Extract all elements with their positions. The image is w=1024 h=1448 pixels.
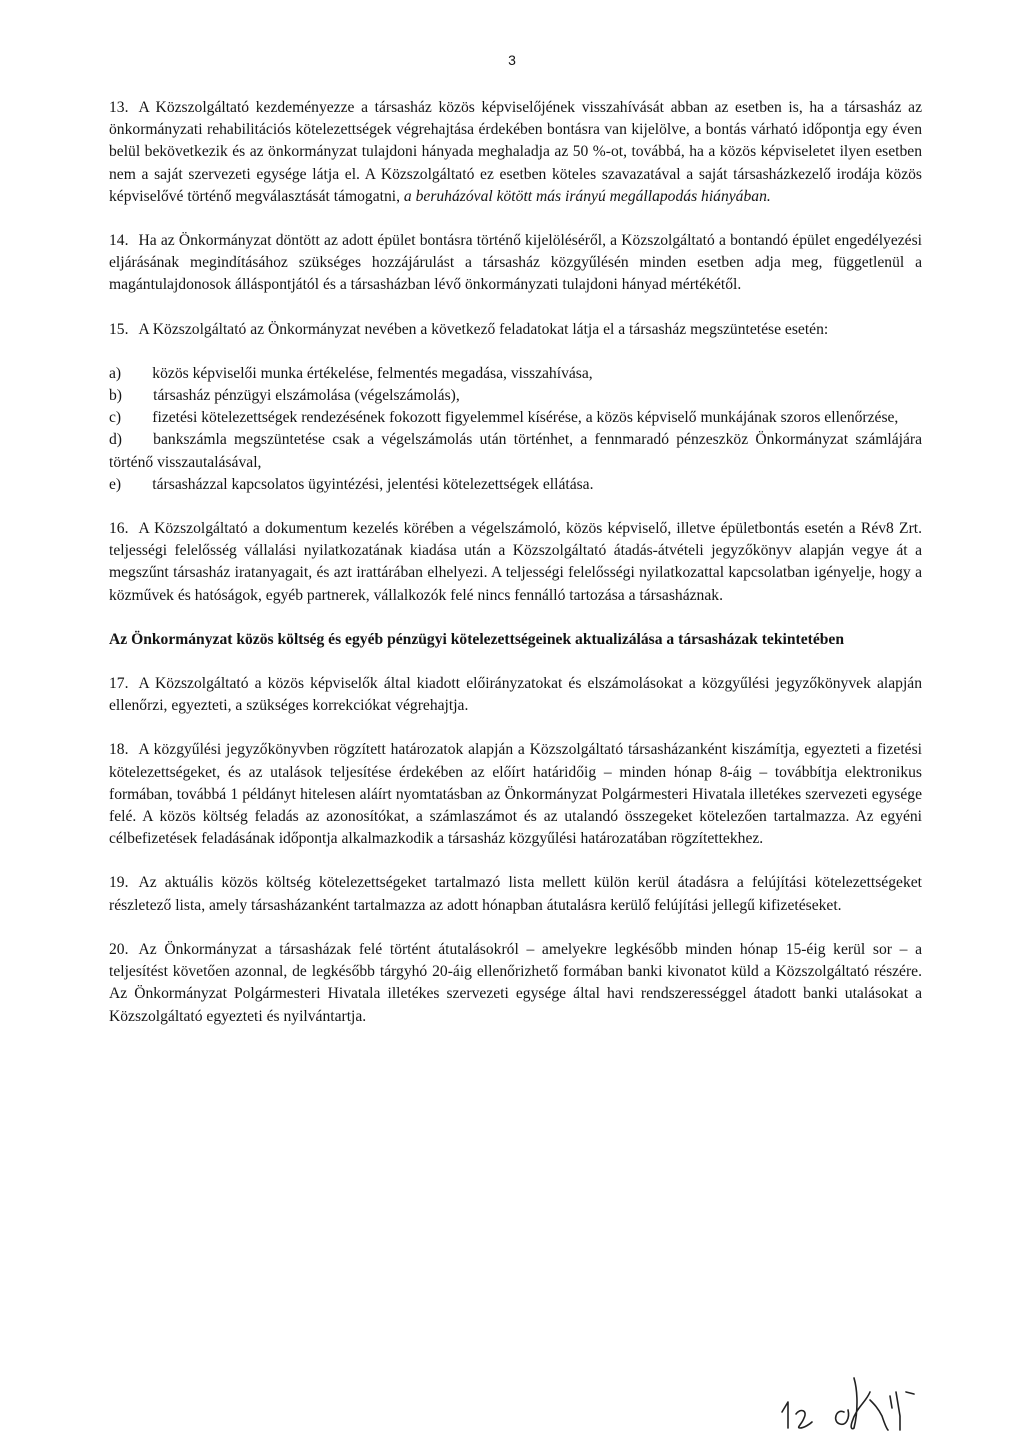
- list-item-text: a) közös képviselői munka értékelése, felmentés megadása, visszahívása,: [109, 364, 593, 382]
- list-item-text: e) társasházzal kapcsolatos ügyintézési, jelentési kötelezettségek ellátása.: [109, 475, 594, 493]
- task-list: [109, 363, 922, 496]
- list-item-text: c) fizetési kötelezettségek rendezésének fokozott figyelemmel kísérése, a közös képviselő munkájának szoros ellenőrzése,: [109, 409, 899, 427]
- list-item-b: [109, 385, 922, 407]
- paragraph-text: A közgyűlési jegyzőkönyvben rögzített határozatok alapján a Közszolgáltató társasházanként kiszámítja, egyezteti a fizetési kötelezettségeket, és az utalások teljesítése érdekében az előírt határidőig – minden hónap 8-áig – továbbítja elektronikus formában, továbbá 1 példányt hitelesen aláírt nyomtatásban az Önkormányzat Polgármesteri Hivatala illetékes szervezeti egysége felé. A közös költség feladás az azonosítókat, a számlaszámot és az utalandó összegeket kötelezően tartalmazza. Az egyéni célbefizetések feladásának időpontja alkalmazkodik a társasház közgyűlési határozatában rögzítettekhez.: [109, 741, 922, 848]
- paragraph-number: 20.: [109, 940, 129, 958]
- paragraph-text: Az aktuális közös költség kötelezettségeket tartalmazó lista mellett külön kerül átadásra a felújítási kötelezettségeket részletező lista, amely társasházanként tartalmazza az adott hónapban átutalásra kerülő felújítási jellegű kifizetéseket.: [109, 874, 922, 914]
- paragraph-text: Az Önkormányzat a társasházak felé történt átutalásokról – amelyekre legkésőbb minden hónap 15-éig kerül sor – a teljesítést követően azonnal, de legkésőbb tárgyhó 20-áig ellenőrizhető formában banki kivonatot küld a Közszolgáltató részére. Az Önkormányzat Polgármesteri Hivatala illetékes szervezeti egysége által havi rendszerességgel átadott banki utalásokat a Közszolgáltató egyezteti és nyilvántartja.: [109, 940, 922, 1025]
- list-item-text: d) bankszámla megszüntetése csak a végelszámolás után történhet, a fennmaradó pénzeszköz Önkormányzat számlájára történő visszautalásával,: [109, 431, 922, 471]
- paragraph-number: 17.: [109, 675, 129, 693]
- paragraph-text: A Közszolgáltató kezdeményezze a társasház közös képviselőjének visszahívását abban az esetben is, ha a társasház az önkormányzati rehabilitációs kötelezettségek végrehajtása érdekében bontásra van kijelölve, a bontás várható időpontja egy éven belül bekövetkezik és az önkormányzat tulajdoni hányada meghaladja az 50 %-ot, továbbá, ha a közös képviseletet ilyen esetben nem a saját szervezeti egysége látja el. A Közszolgáltató ez esetben köteles szavazatával a saját társasházkezelő irodája közös képviselővé történő megválasztását támogatni,: [109, 99, 922, 205]
- handwritten-signature: [774, 1372, 964, 1432]
- paragraph-text: A Közszolgáltató a dokumentum kezelés körében a végelszámoló, közös képviselő, illetve épületbontás esetén a Rév8 Zrt. teljességi felelősség vállalási nyilatkozatának kiadása után a Közszolgáltató átadás-átvételi jegyzőkönyv alapján vegye át a megszűnt társasház iratanyagait, és azt irattárában elhelyezi. A teljességi felelősségi nyilatkozattal kapcsolatban igényelje, hogy a közművek és hatóságok, egyéb partnerek, vállalkozók felé nincs fennálló tartozása a társasháznak.: [109, 520, 922, 604]
- paragraph-14: [109, 230, 922, 297]
- paragraph-text: A Közszolgáltató a közös képviselők által kiadott előirányzatokat és elszámolásokat a közgyűlési jegyzőkönyvek alapján ellenőrzi, egyezteti, a szükséges korrekciókat végrehajtja.: [109, 675, 922, 715]
- list-item-a: [109, 363, 922, 385]
- paragraph-text: Ha az Önkormányzat döntött az adott épület bontásra történő kijelöléséről, a Közszolgáltató a bontandó épület engedélyezési eljárásának megindításához szükséges hozzájárulást a társasház közgyűlésén minden esetben adja meg, függetlenül a magántulajdonosok álláspontjától és a társasházban lévő önkormányzati tulajdoni hányad mértékétől.: [109, 232, 922, 294]
- list-item-text: b) társasház pénzügyi elszámolása (végelszámolás),: [109, 387, 460, 405]
- paragraph-15: [109, 319, 922, 341]
- list-item-e: [109, 474, 922, 496]
- paragraph-number: 13.: [109, 99, 129, 116]
- section-heading: Az Önkormányzat közös költség és egyéb pénzügyi kötelezettségeinek aktualizálása a társasházak tekintetében: [109, 630, 845, 648]
- document-body: [109, 97, 922, 1050]
- paragraph-13: [109, 97, 922, 208]
- paragraph-number: 14.: [109, 232, 129, 250]
- paragraph-16: [109, 518, 922, 607]
- paragraph-text: A Közszolgáltató az Önkormányzat nevében a következő feladatokat látja el a társasház megszüntetése esetén:: [138, 320, 829, 338]
- paragraph-number: 19.: [109, 874, 129, 892]
- paragraph-20: [109, 939, 922, 1028]
- page-number: 3: [508, 52, 516, 68]
- paragraph-number: 18.: [109, 741, 129, 759]
- paragraph-number: 16.: [109, 520, 129, 538]
- paragraph-19: [109, 872, 922, 916]
- paragraph-18: [109, 739, 922, 850]
- signature-drawing: [774, 1372, 964, 1432]
- paragraph-number: 15.: [109, 320, 129, 338]
- list-item-c: [109, 407, 922, 429]
- paragraph-italic-text: a beruházóval kötött más irányú megállapodás hiányában.: [403, 187, 771, 205]
- paragraph-17: [109, 673, 922, 717]
- list-item-d: [109, 429, 922, 473]
